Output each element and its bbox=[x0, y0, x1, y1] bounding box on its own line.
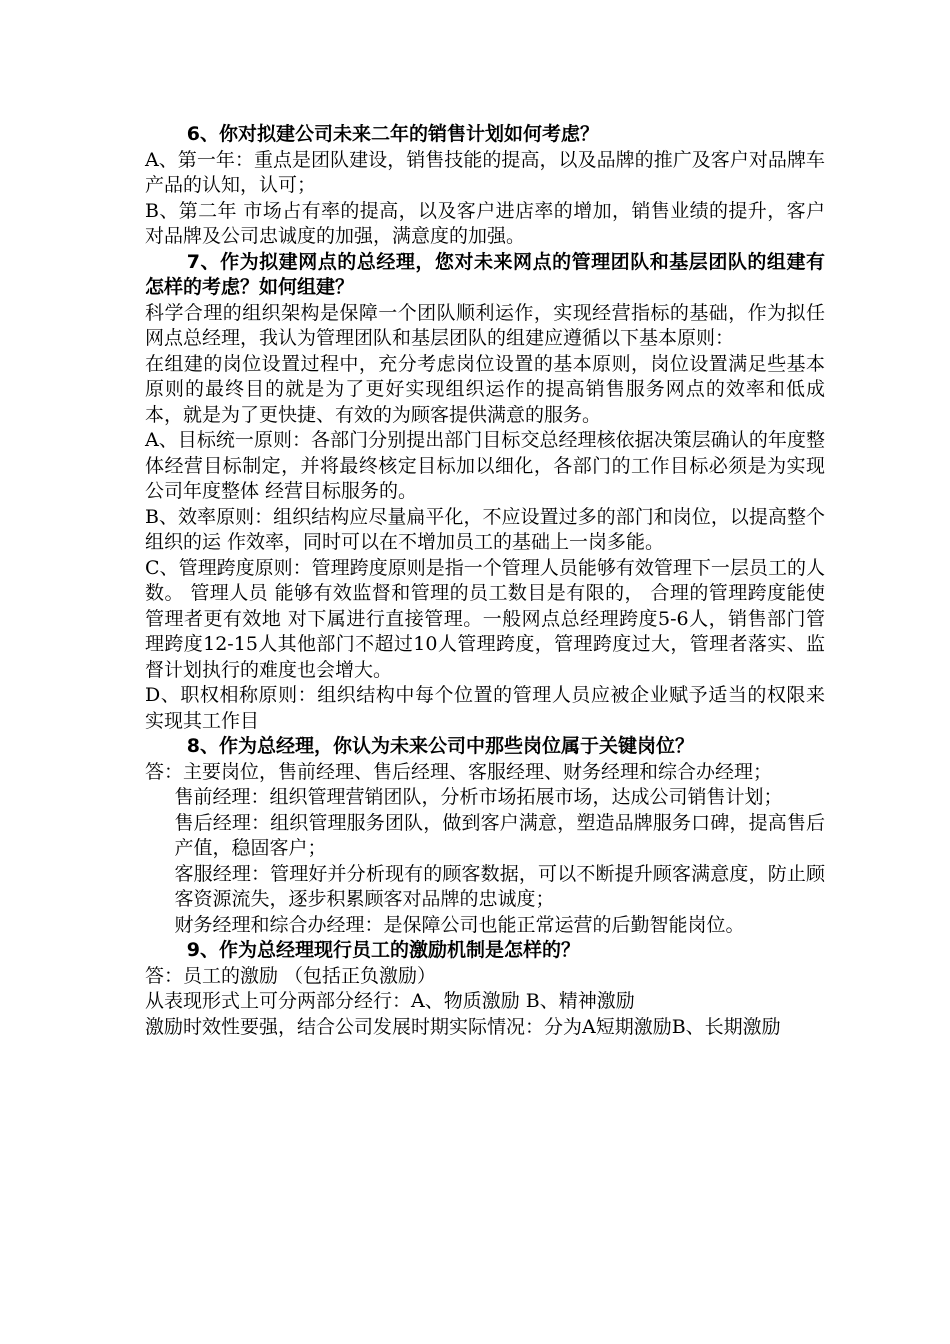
indented-paragraph: 售后经理：组织管理服务团队，做到客户满意，塑造品牌服务口碑，提高售后产值，稳固客户； bbox=[174, 811, 825, 859]
section-heading-7: 7、作为拟建网点的总经理，您对未来网点的管理团队和基层团队的组建有怎样的考虑？如何组建？ bbox=[145, 250, 825, 298]
paragraph: D、职权相称原则：组织结构中每个位置的管理人员应被企业赋予适当的权限来实现其工作目 bbox=[145, 684, 825, 732]
paragraph: A、目标统一原则：各部门分别提出部门目标交总经理核依据决策层确认的年度整体经营目标制定，并将最终核定目标加以细化，各部门的工作目标必须是为实现公司年度整体 经营目标服务的。 bbox=[145, 429, 825, 502]
paragraph: 激励时效性要强，结合公司发展时期实际情况：分为A短期激励B、长期激励 bbox=[145, 1015, 781, 1038]
paragraph: 在组建的岗位设置过程中，充分考虑岗位设置的基本原则，岗位设置满足些基本原则的最终目的就是为了更好实现组织运作的提高销售服务网点的效率和低成本，就是为了更快捷、有效的为顾客提供满意的服务。 bbox=[145, 352, 825, 426]
section-heading-6: 6、你对拟建公司未来二年的销售计划如何考虑？ bbox=[186, 123, 600, 145]
indented-paragraph: 财务经理和综合办经理：是保障公司也能正常运营的后勤智能岗位。 bbox=[174, 913, 745, 936]
indented-paragraph: 客服经理：管理好并分析现有的顾客数据，可以不断提升顾客满意度，防止顾客资源流失，逐步积累顾客对品牌的忠诚度； bbox=[174, 862, 825, 910]
document-page bbox=[145, 122, 825, 1040]
indented-paragraph: 售前经理：组织管理营销团队，分析市场拓展市场，达成公司销售计划； bbox=[174, 786, 783, 808]
paragraph: 答：主要岗位，售前经理、售后经理、客服经理、财务经理和综合办经理； bbox=[145, 760, 773, 783]
paragraph: 科学合理的组织架构是保障一个团队顺利运作，实现经营指标的基础，作为拟任网点总经理，我认为管理团队和基层团队的组建应遵循以下基本原则： bbox=[145, 301, 825, 349]
paragraph: B、效率原则：组织结构应尽量扁平化，不应设置过多的部门和岗位，以提高整个组织的运 作效率，同时可以在不增加员工的基础上一岗多能。 bbox=[145, 505, 825, 553]
section-heading-9: 9、作为总经理现行员工的激励机制是怎样的？ bbox=[186, 939, 581, 961]
section-heading-8: 8、作为总经理，你认为未来公司中那些岗位属于关键岗位？ bbox=[186, 735, 695, 757]
paragraph: A、第一年：重点是团队建设，销售技能的提高，以及品牌的推广及客户对品牌车产品的认知，认可； bbox=[145, 148, 825, 196]
paragraph: B、第二年 市场占有率的提高，以及客户进店率的增加，销售业绩的提升，客户对品牌及公司忠诚度的加强，满意度的加强。 bbox=[145, 199, 825, 247]
paragraph: 答：员工的激励 （包括正负激励） bbox=[145, 964, 437, 987]
paragraph: C、管理跨度原则：管理跨度原则是指一个管理人员能够有效管理下一层员工的人数。 管理人员 能够有效监督和管理的员工数目是有限的， 合理的管理跨度能使管理者更有效地 对下属进行直接管理。一般网点总经理跨度5-6人，销售部门管理跨度12-15人其他部门不超过10人管理跨度，管理跨度过大，管理者落实、监督计划执行的难度也会增大。 bbox=[145, 556, 825, 681]
paragraph: 从表现形式上可分两部分经行：A、物质激励 B、精神激励 bbox=[145, 990, 635, 1012]
